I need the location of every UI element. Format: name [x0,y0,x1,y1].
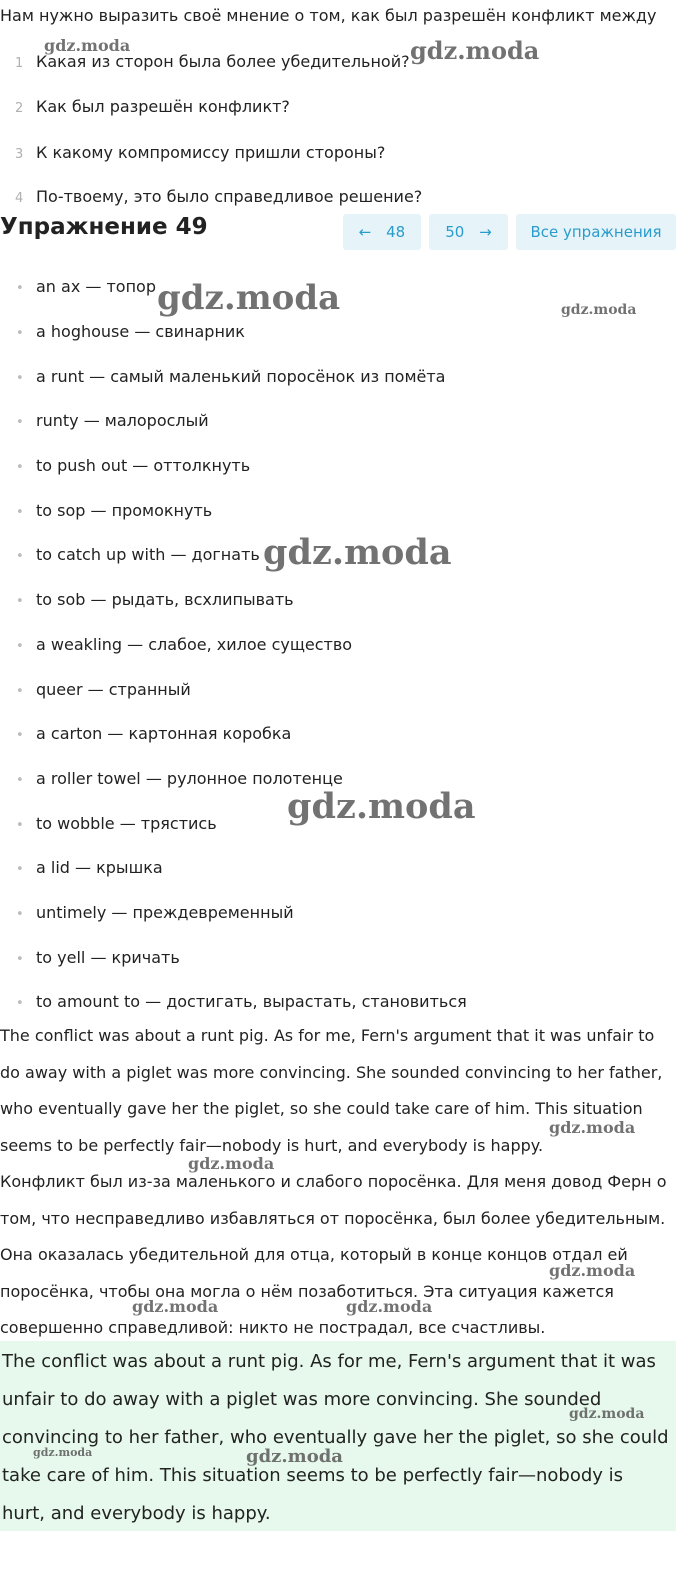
watermark: gdz.moda [346,1297,433,1316]
vocab-item: • a hoghouse — свинарник [16,322,245,341]
all-exercises-button[interactable]: Все упражнения [516,214,676,250]
question-item: 2 Как был разрешён конфликт? [15,97,290,116]
vocab-item: • a weakling — слабое, хилое существо [16,635,353,654]
question-text: Как был разрешён конфликт? [36,97,290,116]
watermark: gdz.moda [246,1446,343,1467]
next-exercise-button[interactable]: 50 → [429,214,508,250]
vocab-item: • to yell — кричать [16,948,180,967]
arrow-right-icon: → [479,223,492,241]
vocab-item: • a runt — самый маленький поросёнок из помёта [16,367,446,386]
paragraph-english: The conflict was about a runt pig. As for me, Fern's argument that it was unfair to do away with a piglet was more convincing. She sounded convincing to her father, who eventually gave her the piglet, so she could take care of him. This situation seems to be perfectly fair—nobody is hurt, and everybody is happy. [0,1026,663,1155]
watermark: gdz.moda [569,1406,645,1422]
watermark: gdz.moda [188,1154,275,1173]
watermark: gdz.moda [410,36,540,65]
vocab-item: • a roller towel — рулонное полотенце [16,769,343,788]
vocab-item: • to push out — оттолкнуть [16,456,251,475]
arrow-left-icon: ← [358,223,372,241]
vocab-item: • to amount to — достигать, вырастать, становиться [16,992,467,1011]
watermark: gdz.moda [132,1297,219,1316]
watermark: gdz.moda [33,1446,93,1459]
question-text: Какая из сторон была более убедительной? [36,52,410,71]
vocab-item: • runty — малорослый [16,411,209,430]
paragraph-russian: Конфликт был из-за маленького и слабого поросёнка. Для меня довод Ферн о том, что несправедливо избавляться от поросёнка, был более убедительным. Она оказалась убедительной для отца, который в конце концов отдал ей поросёнка, чтобы она могла о нём позаботиться. Эта ситуация кажется совершенно справедливой: никто не пострадал, все счастливы. [0,1172,667,1337]
exercise-title: Упражнение 49 [0,214,208,240]
question-item: 4 По-твоему, это было справедливое решение? [15,187,423,206]
vocab-item: • an ax — топор [16,277,156,296]
answer-block [0,1341,676,1531]
question-text: К какому компромиссу пришли стороны? [36,143,386,162]
vocab-item: • a lid — крышка [16,858,163,877]
vocab-item: • to catch up with — догнать [16,545,260,564]
watermark: gdz.moda [561,302,637,318]
question-item: 1 Какая из сторон была более убедительной? [15,52,410,71]
watermark: gdz.moda [263,532,452,573]
watermark: gdz.moda [157,278,341,318]
watermark: gdz.moda [287,786,476,827]
watermark: gdz.moda [44,36,131,55]
watermark: gdz.moda [549,1261,636,1280]
vocab-item: • to wobble — трястись [16,814,217,833]
question-text: По-твоему, это было справедливое решение? [36,187,423,206]
vocab-item: • queer — странный [16,680,191,699]
vocab-item: • to sop — промокнуть [16,501,213,520]
question-item: 3 К какому компромиссу пришли стороны? [15,143,386,162]
intro-text: Нам нужно выразить своё мнение о том, как был разрешён конфликт между [0,6,657,25]
vocab-item: • a carton — картонная коробка [16,724,292,743]
watermark: gdz.moda [549,1118,636,1137]
vocab-item: • untimely — преждевременный [16,903,294,922]
vocab-item: • to sob — рыдать, всхлипывать [16,590,294,609]
prev-exercise-button[interactable]: ← 48 [343,214,421,250]
answer-text: The conflict was about a runt pig. As for me, Fern's argument that it was unfair to do away with a piglet was more convincing. She sounded convincing to her father, who eventually gave her the piglet, so she could take care of him. This situation seems to be perfectly fair—nobody is hurt, and everybody is happy. [2,1351,669,1524]
